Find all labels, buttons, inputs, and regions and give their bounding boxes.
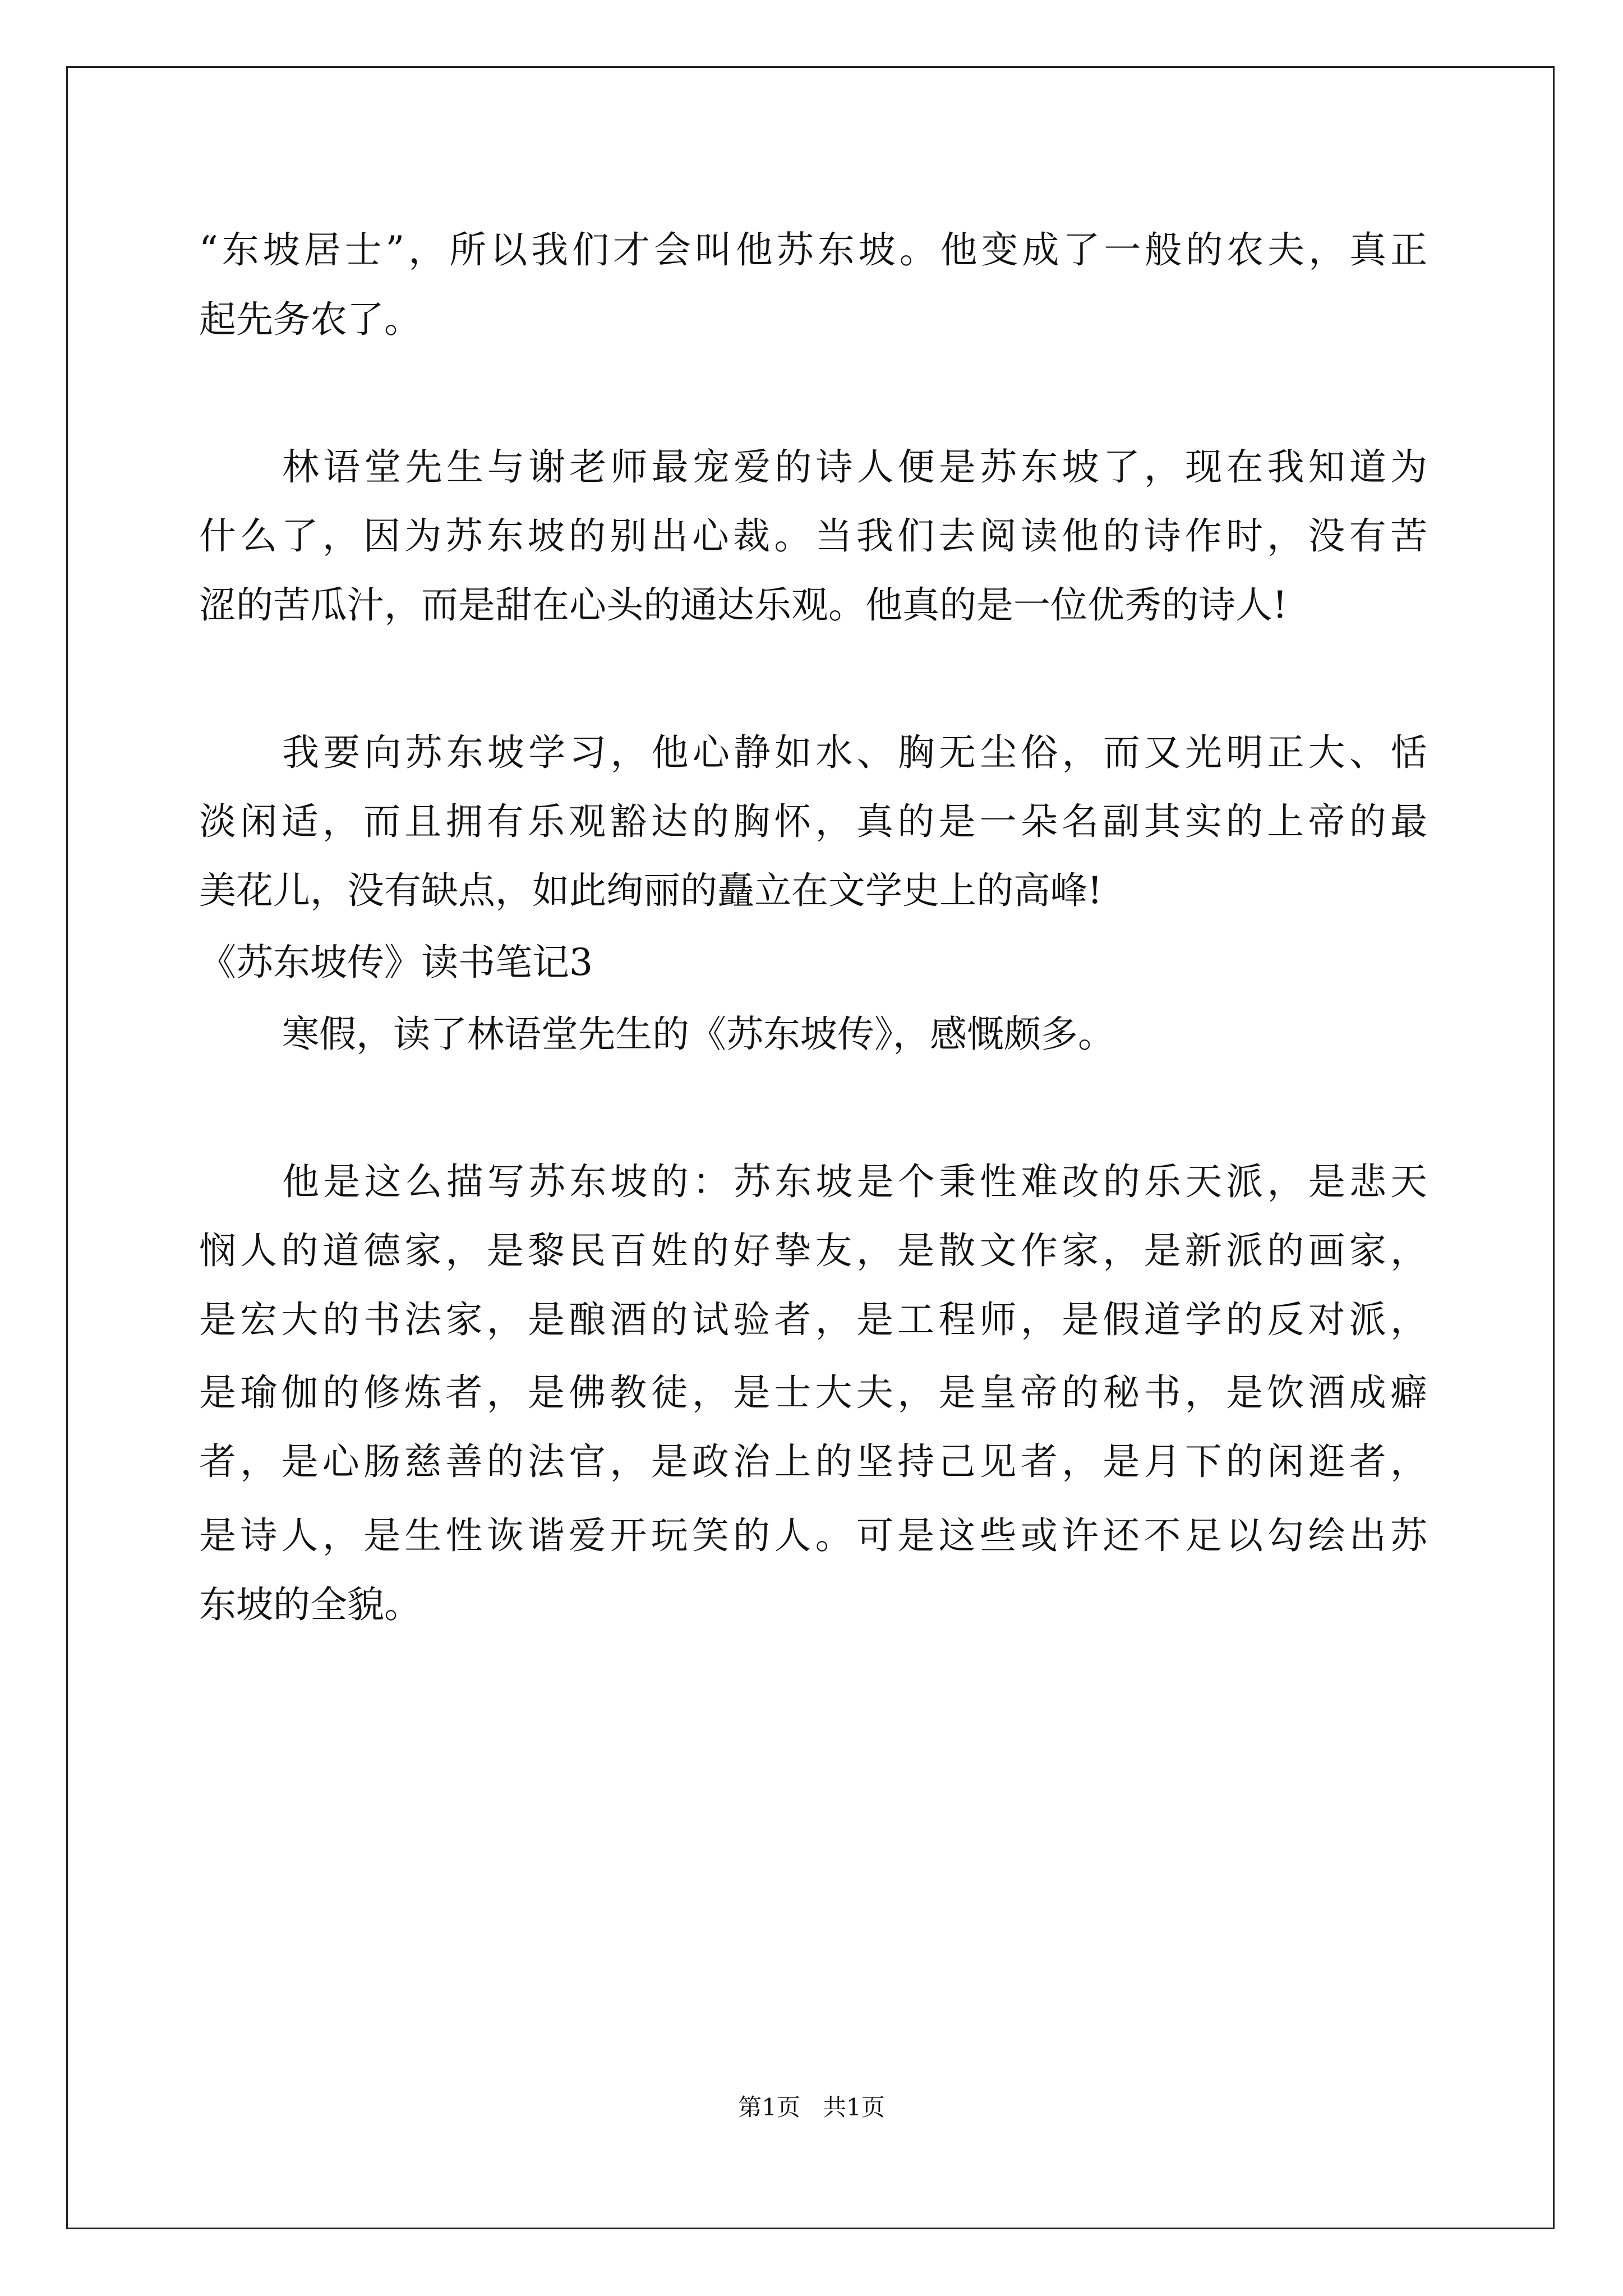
paragraph-line: 起先务农了。 — [199, 298, 421, 341]
section-heading: 《苏东坡传》读书笔记3 — [199, 941, 593, 984]
page-number-footer: 第1页 共1页 — [738, 2093, 885, 2121]
paragraph-line: 林语堂先生与谢老师最宠爱的诗人便是苏东坡了，现在我知道为 — [282, 445, 1427, 489]
paragraph-line: 是宏大的书法家，是酿酒的试验者，是工程师，是假道学的反对派， — [199, 1298, 1427, 1341]
paragraph-line: 什么了，因为苏东坡的别出心裁。当我们去阅读他的诗作时，没有苦 — [199, 514, 1427, 558]
paragraph-line: 美花儿，没有缺点，如此绚丽的矗立在文学史上的高峰! — [199, 869, 1103, 912]
paragraph-line: 悯人的道德家，是黎民百姓的好挚友，是散文作家，是新派的画家， — [199, 1229, 1427, 1272]
paragraph-line: 涩的苦瓜汁，而是甜在心头的通达乐观。他真的是一位优秀的诗人! — [199, 583, 1288, 627]
paragraph-line: “东坡居士”，所以我们才会叫他苏东坡。他变成了一般的农夫，真正 — [199, 228, 1427, 272]
paragraph-line: 寒假，读了林语堂先生的《苏东坡传》，感慨颇多。 — [282, 1013, 1115, 1056]
paragraph-line: 我要向苏东坡学习，他心静如水、胸无尘俗，而又光明正大、恬 — [282, 731, 1427, 774]
paragraph-line: 东坡的全貌。 — [199, 1583, 421, 1626]
page-border — [66, 66, 1555, 2229]
paragraph-line: 淡闲适，而且拥有乐观豁达的胸怀，真的是一朵名副其实的上帝的最 — [199, 800, 1427, 843]
paragraph-line: 者，是心肠慈善的法官，是政治上的坚持己见者，是月下的闲逛者， — [199, 1440, 1427, 1483]
paragraph-line: 是诗人，是生性诙谐爱开玩笑的人。可是这些或许还不足以勾绘出苏 — [199, 1514, 1427, 1557]
paragraph-line: 他是这么描写苏东坡的：苏东坡是个秉性难改的乐天派，是悲天 — [282, 1160, 1427, 1203]
paragraph-line: 是瑜伽的修炼者，是佛教徒，是士大夫，是皇帝的秘书，是饮酒成癖 — [199, 1371, 1427, 1414]
